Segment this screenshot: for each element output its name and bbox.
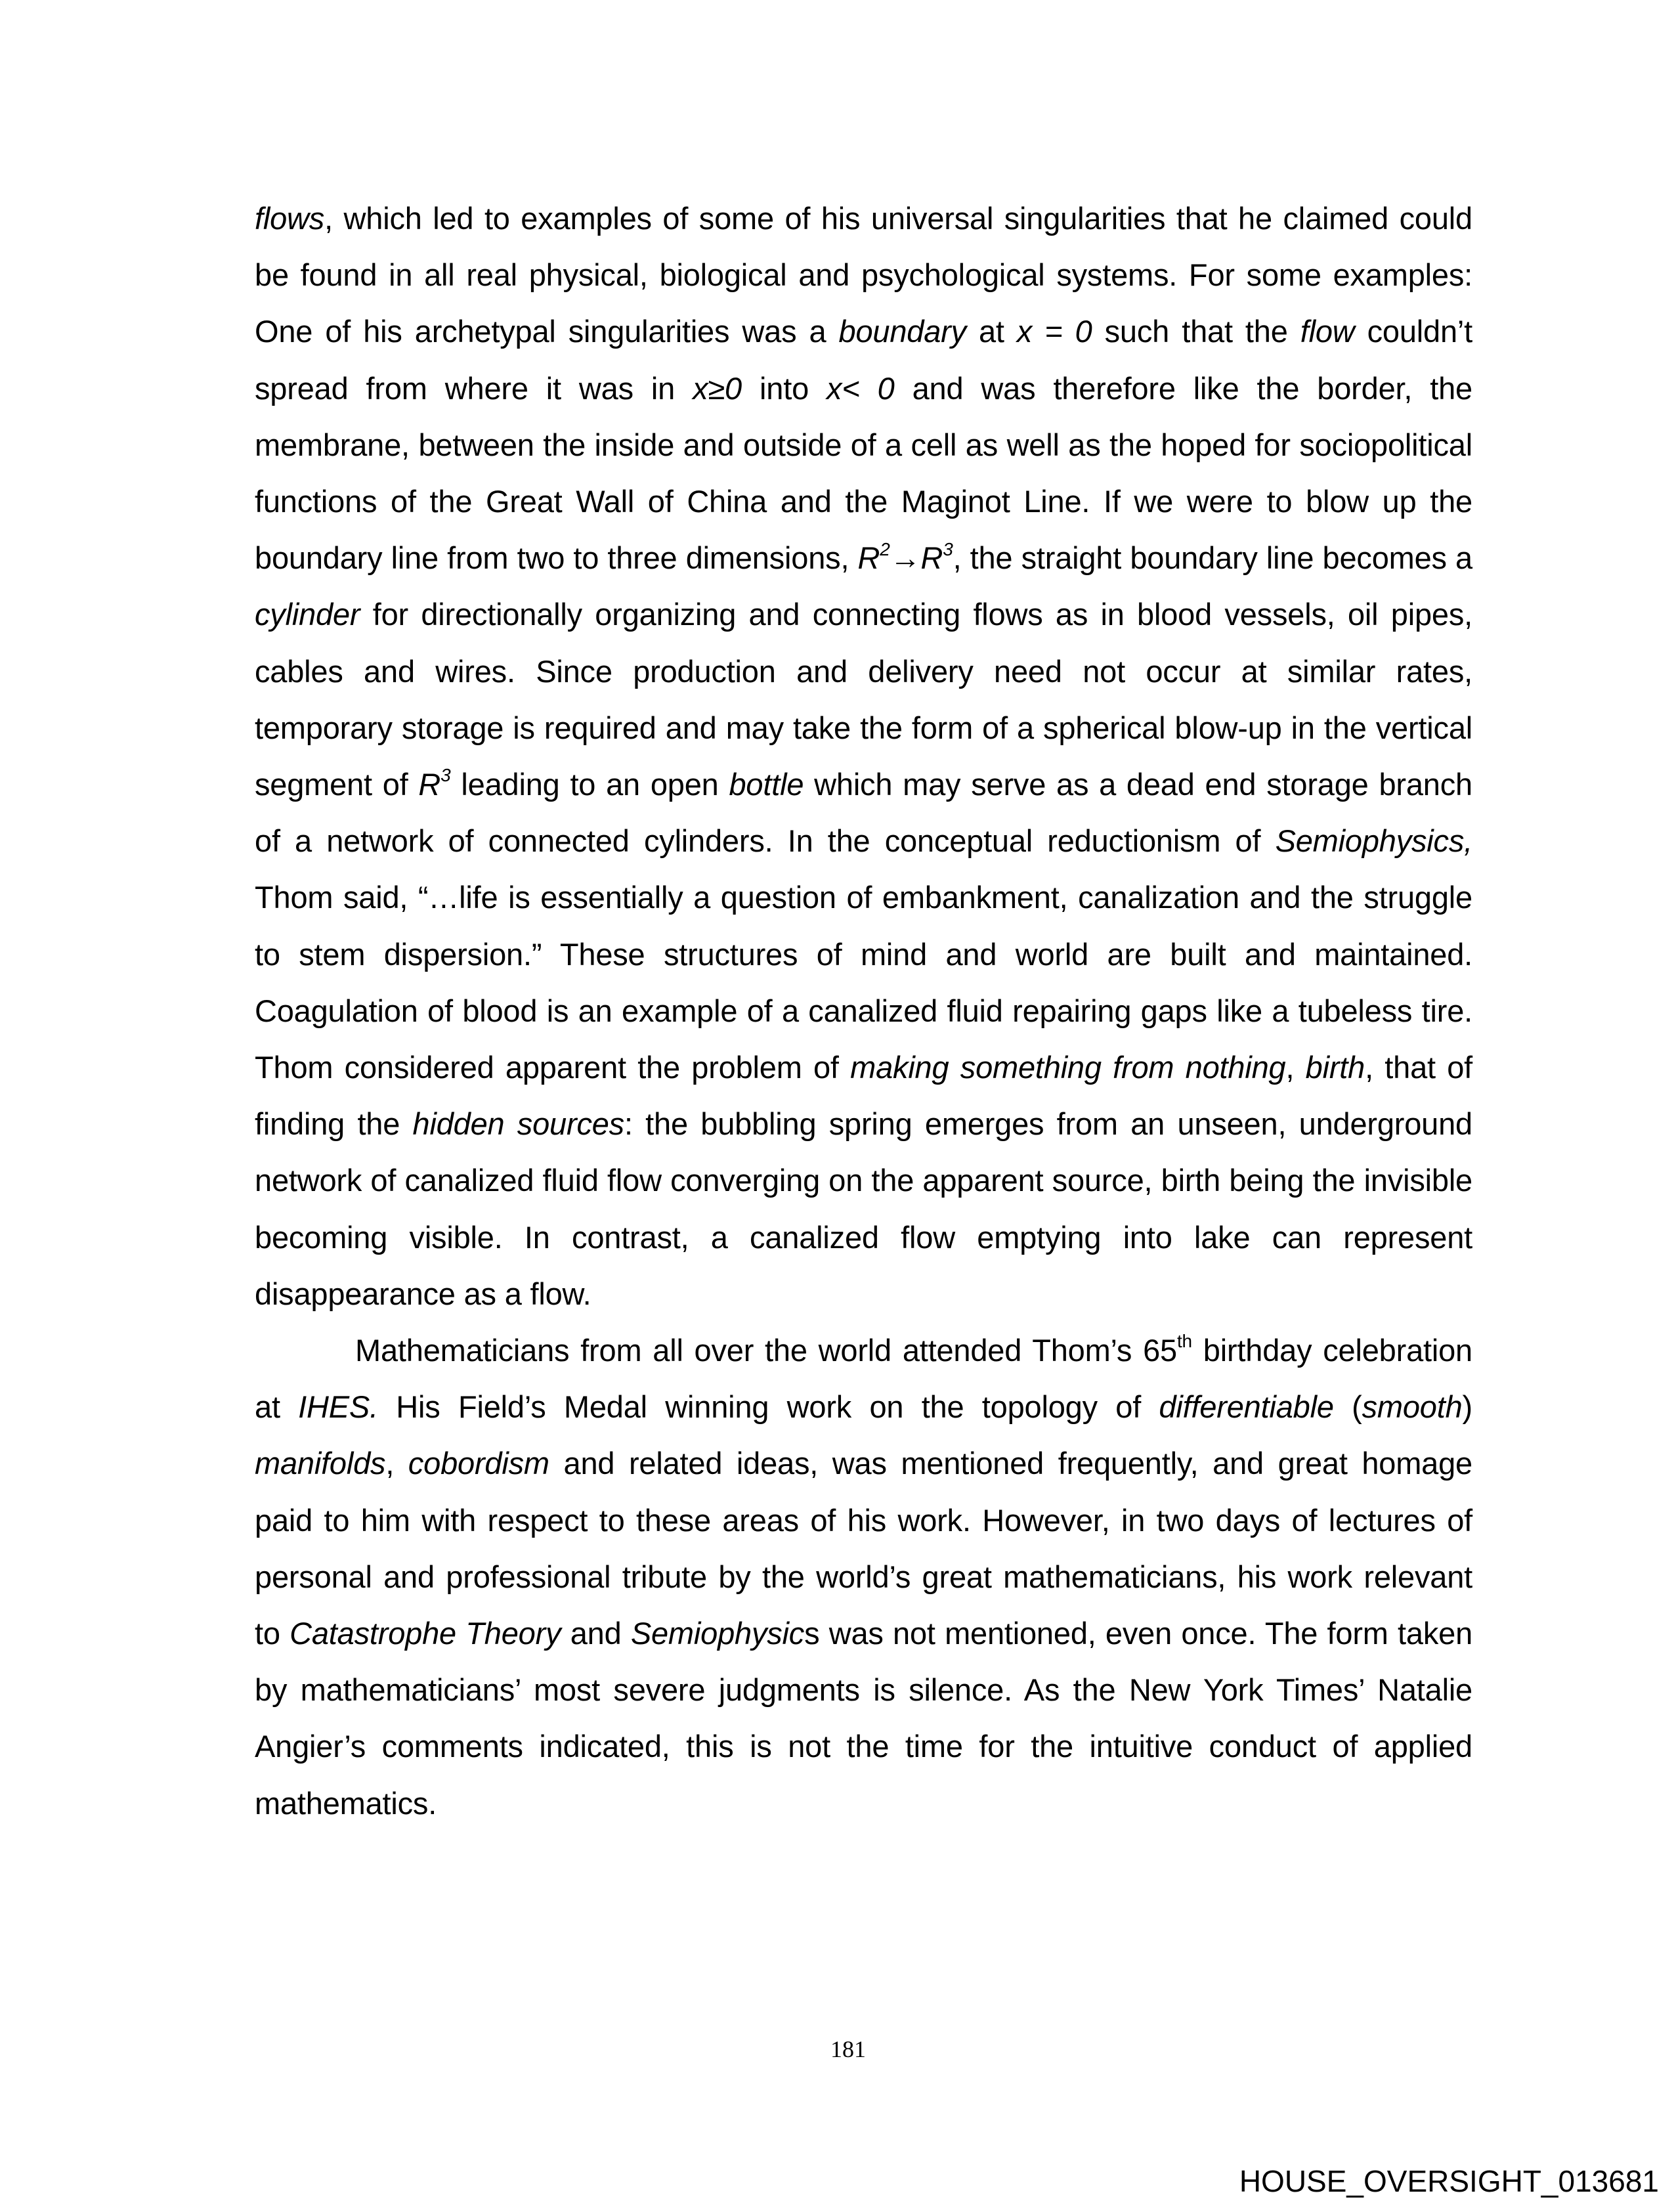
italic-text: x≥0 bbox=[693, 370, 742, 406]
italic-text: IHES. bbox=[298, 1389, 378, 1425]
superscript: 2 bbox=[880, 538, 890, 559]
text-run: such that the bbox=[1092, 314, 1300, 349]
text-run: birthday celebration at bbox=[255, 1333, 1472, 1425]
italic-text: flows bbox=[255, 201, 325, 236]
italic-text: Catastrophe Theory bbox=[290, 1616, 561, 1651]
text-run: ) bbox=[1462, 1389, 1472, 1425]
italic-text: manifolds bbox=[255, 1446, 386, 1481]
paragraph-1 bbox=[255, 190, 1472, 1322]
text-run: , which led to examples of some of his universal singularities that he claimed could be found in all real physical, biological and psychological systems. For some examples: One of his archetypal singularities was a bbox=[255, 201, 1472, 349]
text-run: for directionally organizing and connecting flows as in blood vessels, oil pipes, cables and wires. Since production and delivery need not occur at similar rates, temporary storage is required and may take the form of a spherical blow-up in the vertical segment of bbox=[255, 597, 1472, 802]
italic-text: Semiophysics, bbox=[1275, 823, 1472, 859]
text-run: at bbox=[966, 314, 1017, 349]
superscript: th bbox=[1176, 1331, 1192, 1352]
italic-text: birth bbox=[1305, 1050, 1365, 1085]
text-run: couldn’t spread from where it was in bbox=[255, 314, 1472, 406]
text-run: ( bbox=[1333, 1389, 1362, 1425]
text-run: and was therefore like the border, the membrane, between the inside and outside of a cell as well as the hoped for sociopolitical functions of the Great Wall of China and the Maginot Line. If we were to blow up the boundary line from two to three dimensions, bbox=[255, 370, 1472, 576]
text-run: which may serve as a dead end storage branch of a network of connected cylinders. In the conceptual reductionism of bbox=[255, 767, 1472, 859]
text-run: His Field’s Medal winning work on the topology of bbox=[377, 1389, 1159, 1425]
italic-text: x< 0 bbox=[826, 370, 895, 406]
superscript: 3 bbox=[440, 765, 451, 786]
text-run: : the bubbling spring emerges from an unseen, underground network of canalized fluid flow converging on the apparent source, birth being the invisible becoming visible. In contrast, a canalized flow emptying into lake can represent disappearance as a flow. bbox=[255, 1106, 1472, 1311]
italic-text: x = 0 bbox=[1016, 314, 1092, 349]
body-text bbox=[255, 190, 1472, 1832]
text-run: and related ideas, was mentioned frequently, and great homage paid to him with respect to these areas of his work. However, in two days of lectures of personal and professional tribute by the world’s great mathematicians, his work relevant to bbox=[255, 1446, 1472, 1651]
text-run: leading to an open bbox=[450, 767, 729, 802]
text-run: , the straight boundary line becomes a bbox=[953, 540, 1472, 576]
text-run: into bbox=[742, 370, 827, 406]
text-run: Thom said, “…life is essentially a question of embankment, canalization and the struggle to stem dispersion.” These structures of mind and world are built and maintained. Coagulation of blood is an example of a canalized fluid repairing gaps like a tubeless tire. Thom considered apparent the problem of bbox=[255, 880, 1472, 1085]
italic-text: making something from nothing bbox=[850, 1050, 1286, 1085]
page-number: 181 bbox=[830, 2036, 866, 2062]
text-run: , bbox=[1285, 1050, 1306, 1085]
italic-text: R bbox=[857, 540, 880, 576]
text-run: and bbox=[561, 1616, 631, 1651]
italic-text: flow bbox=[1300, 314, 1355, 349]
paragraph-2 bbox=[255, 1322, 1472, 1832]
italic-text: R bbox=[418, 767, 441, 802]
italic-text: hidden sources bbox=[412, 1106, 624, 1142]
italic-text: cylinder bbox=[255, 597, 360, 632]
italic-text: bottle bbox=[729, 767, 804, 802]
italic-text: differentiable bbox=[1159, 1389, 1334, 1425]
italic-text: cobordism bbox=[408, 1446, 549, 1481]
italic-text: Semiophysic bbox=[630, 1616, 805, 1651]
italic-text: smooth bbox=[1362, 1389, 1463, 1425]
text-run: , bbox=[385, 1446, 408, 1481]
superscript: 3 bbox=[943, 538, 953, 559]
text-run: s was not mentioned, even once. The form taken by mathematicians’ most severe judgments is silence. As the New York Times’ Natalie Angier’s comments indicated, this is not the time for the intuitive conduct of applied mathematics. bbox=[255, 1616, 1473, 1821]
text-run: , that of finding the bbox=[255, 1050, 1473, 1142]
italic-text: →R bbox=[890, 540, 943, 576]
bates-number: HOUSE_OVERSIGHT_013681 bbox=[1239, 2164, 1659, 2198]
italic-text: boundary bbox=[838, 314, 966, 349]
text-run: Mathematicians from all over the world attended Thom’s 65 bbox=[355, 1333, 1177, 1368]
